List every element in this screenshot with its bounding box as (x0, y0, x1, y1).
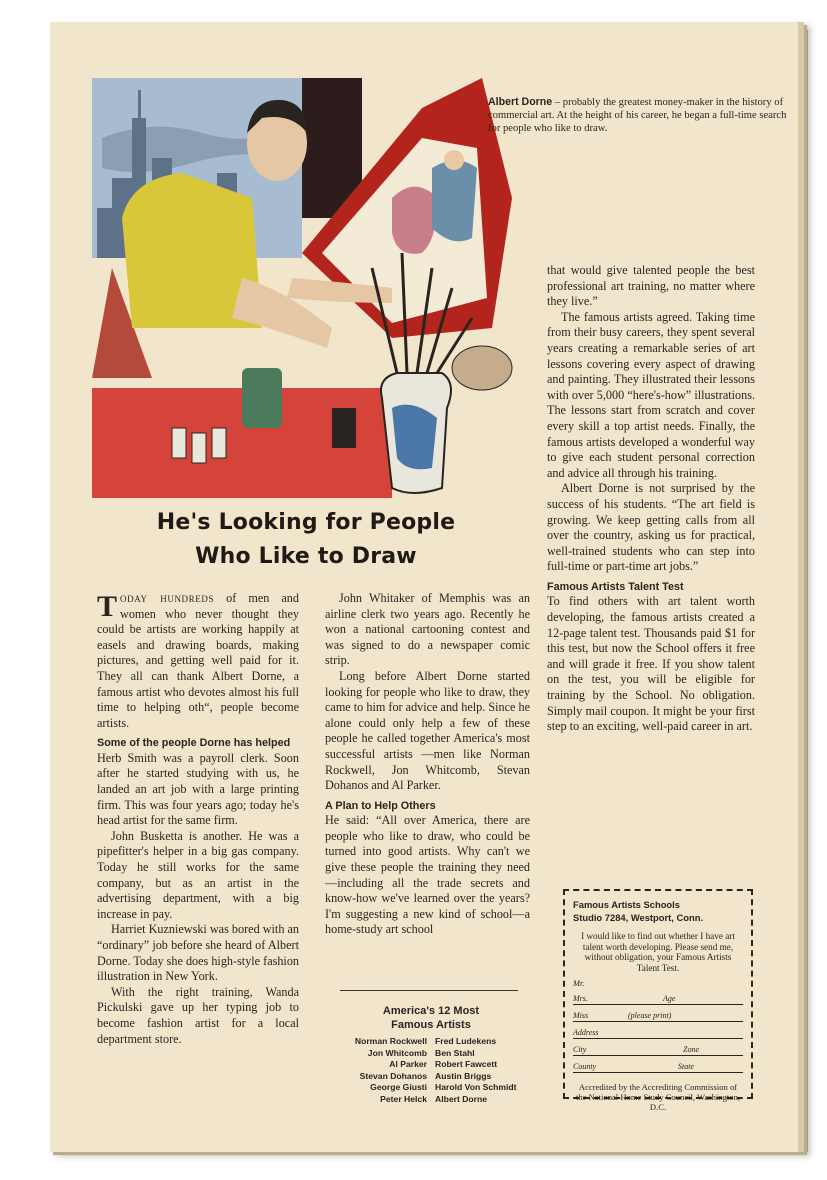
artist-name: Norman Rockwell (354, 1036, 427, 1046)
city-zone-field[interactable] (573, 1041, 743, 1056)
caption-text: – probably the greatest money-maker in the history of commercial art. At the height of his career, he began a full-time search for people who like to draw. (488, 97, 787, 134)
headline-line-2: Who Like to Draw (195, 544, 417, 569)
zone-label: Zone (683, 1045, 699, 1055)
name-field[interactable] (573, 990, 743, 1005)
artist-name: Peter Helck (380, 1093, 427, 1104)
artist-names (327, 1036, 535, 1106)
illustration-caption (488, 96, 788, 135)
paragraph (97, 591, 299, 731)
subheading: Famous Artists Talent Test (547, 580, 684, 593)
paragraph: that would give talented people the best professional art training, no matter where they live.” (547, 263, 755, 309)
text-column-3 (547, 263, 755, 735)
coupon-mr: Mr. (573, 979, 585, 989)
paragraph: The famous artists agreed. Taking time from their busy careers, they spent several years creating a remarkable series of art lessons covering every aspect of drawing and painting. They illustrated their lessons with over 5,000 “here's-how” illustrations. The lessons start from scratch and cover every skill a top artist needs. Finally, the famous artists developed a wonderful way to give each student personal correction and advice all through his training. (547, 309, 755, 480)
county-label: County (573, 1062, 597, 1072)
mail-coupon[interactable] (563, 889, 753, 1112)
artist-name: Austin Briggs (435, 1070, 492, 1081)
artist-name: Ben Stahl (435, 1047, 475, 1058)
famous-title-line-2: Famous Artists (391, 1019, 471, 1031)
paragraph-text: of men and women who never thought they could be artists are working happily at easels and drawing boards, making pictures, and getting well paid for it. They all can thank Albert Dorne, a famous artist who devotes almost his full time to helping oth“, people become artists. (97, 591, 299, 730)
artist-name: Albert Dorne (435, 1093, 488, 1104)
text-column-2 (325, 591, 530, 938)
coupon-school: Famous Artists Schools (573, 899, 680, 910)
paragraph: He said: “All over America, there are people who like to draw, who could be turned into good artists. Why can't we give these people the training they need—including all the trade secrets and know-how we've learned over the years? I'm suggesting a new kind of school—a home-study art school (325, 813, 530, 937)
drop-cap: T (97, 590, 118, 623)
artist-name: Al Parker (389, 1059, 427, 1070)
text-column-1 (97, 591, 299, 1047)
print-label: (please print) (628, 1011, 672, 1021)
state-label: State (678, 1062, 694, 1072)
address-field[interactable] (573, 1024, 743, 1039)
paragraph: John Busketta is another. He was a pipefitter's helper in a big gas company. Today he still works for the same company, but as an artist in the advertising department, with a big increase in pay. (97, 828, 299, 921)
print-field[interactable] (573, 1007, 743, 1022)
subheading: A Plan to Help Others (325, 799, 436, 812)
county-state-field[interactable] (573, 1058, 743, 1073)
artist-name: Jon Whitcomb (367, 1047, 427, 1058)
paragraph: Harriet Kuzniewski was bored with an “ordinary” job before she heard of Albert Dorne. Today she does high-style fashion illustration in New York. (97, 922, 300, 984)
coupon-studio: Studio 7284, Westport, Conn. (573, 911, 704, 923)
coupon-header (573, 899, 743, 924)
coupon-mrs: Mrs. (573, 994, 588, 1004)
headline (96, 506, 516, 574)
paragraph: John Whitaker of Memphis was an airline clerk two years ago. Recently he won a national cartooning contest and was signed to do a newspaper comic strip. (325, 591, 530, 668)
famous-title-line-1: America's 12 Most (382, 1005, 480, 1017)
subheading: Some of the people Dorne has helped (97, 737, 291, 750)
artist-name: Fred Ludekens (435, 1036, 497, 1046)
headline-line-1: He's Looking for People (156, 510, 456, 535)
artist-name: Stevan Dohanos (359, 1070, 427, 1081)
artist-name: Harold Von Schmidt (435, 1082, 517, 1093)
coupon-body: I would like to find out whether I have art talent worth developing. Please send me, without obligation, your Famous Artists Talent Test. (581, 931, 735, 973)
coupon-miss: Miss (573, 1011, 589, 1021)
paragraph: With the right training, Wanda Pickulski gave up her typing job to become fashion artist for a local department store. (97, 984, 299, 1046)
paragraph: Albert Dorne is not surprised by the success of his students. “The art field is growing. We keep getting calls from all over the country, asking us for practical, well-trained students who can step into full-time or part-time art jobs.” (547, 481, 755, 574)
smallcaps-lead: oday hundreds (120, 591, 215, 605)
paragraph: Herb Smith was a payroll clerk. Soon after he started studying with us, he landed an art job with a large printing firm. This was four years ago; today he's head artist for the same firm. (97, 750, 299, 828)
city-label: City (573, 1045, 587, 1055)
famous-artists-title (327, 1004, 535, 1032)
paragraph: Long before Albert Dorne started looking for people who like to draw, they came to him for advice and help. Since he alone could only help a few of these people he called together America's most successful artists —men like Norman Rockwell, Jon Whitcomb, Stevan Dohanos and Al Parker. (325, 668, 530, 793)
artist-name: George Giusti (370, 1082, 427, 1093)
artist-illustration (92, 78, 532, 498)
age-label: Age (663, 994, 676, 1004)
caption-name: Albert Dorne (488, 96, 553, 108)
artist-name: Robert Fawcett (435, 1059, 498, 1070)
accreditation-note: Accredited by the Accrediting Commission of the National Home Study Council, Washington, D.C. (575, 1082, 741, 1112)
paragraph: To find others with art talent worth developing, the famous artists created a 12-page talent test. Thousands paid $1 for this test, but now the School offers it free and will grade it free. If you show talent on the test, you will be eligible for training by the School. No obligation. Simply mail coupon. It might be your first step to an exciting, well-paid career in art. (547, 594, 755, 734)
address-label: Address (573, 1028, 599, 1038)
famous-artists-box (327, 990, 535, 1106)
